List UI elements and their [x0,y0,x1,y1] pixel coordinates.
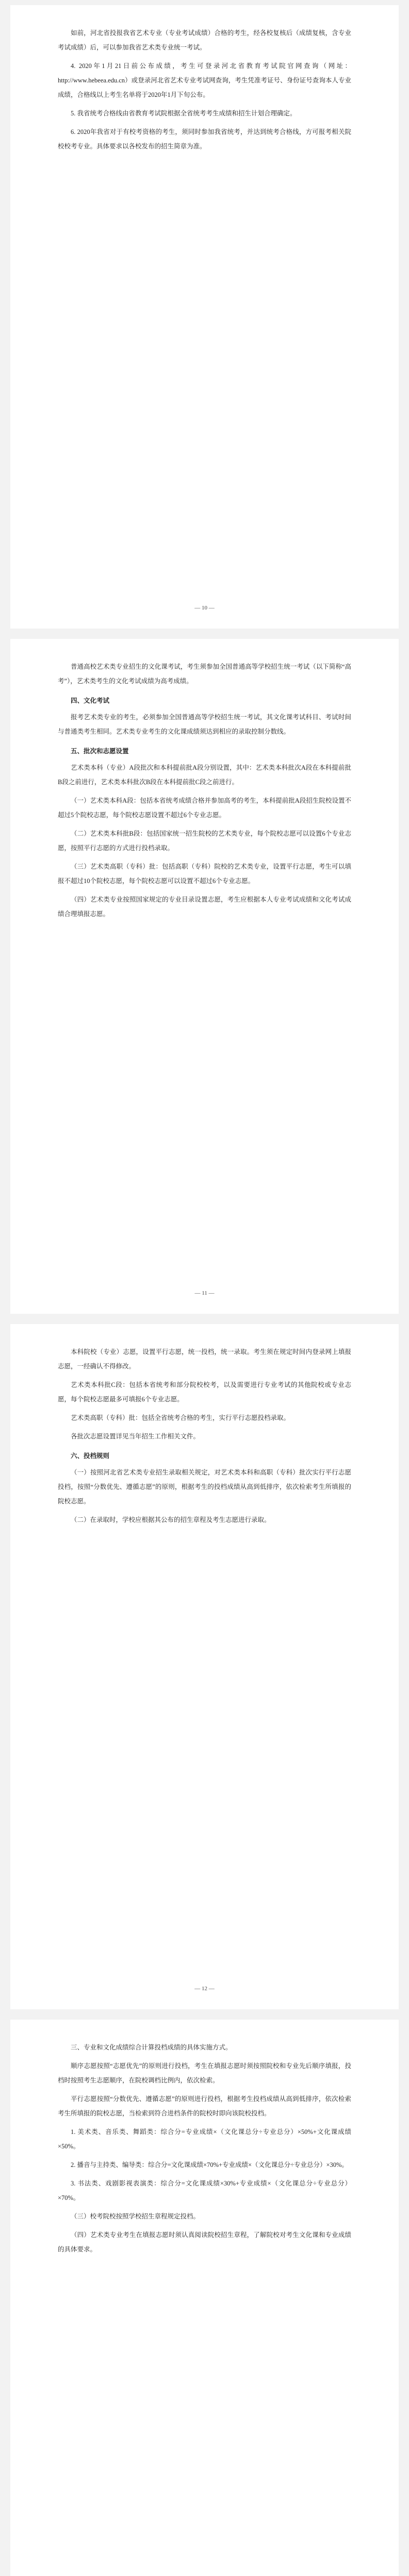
document-page-1 [10,5,399,629]
document-page-3 [10,1324,399,2009]
paragraph: （四）艺术类专业考生在填报志愿时须认真阅读院校招生章程，了解院校对考生文化课和专业成绩的具体要求。 [58,2231,351,2253]
paragraph: （二）在录取时，学校应根据其公布的招生章程及考生志愿进行录取。 [71,1516,271,1523]
section-heading: 五、批次和志愿设置 [71,748,129,755]
section-heading: 六、投档规则 [71,1452,110,1460]
paragraph: （四）艺术类专业按照国家规定的专业目录设置志愿，考生应根据本人专业考试成绩和文化考试成绩合理填报志愿。 [58,896,351,918]
paragraph: （三）校考院校按照学校招生章程规定投档。 [71,2213,200,2220]
section-heading: 四、文化考试 [71,697,110,704]
paragraph: 艺术类本科批C段：包括本省统考和部分院校校考，以及需要进行专业考试的其他院校或专业志愿，每个院校志愿最多可填报6个专业志愿。 [58,1381,351,1403]
paragraph: 顺序志愿按照“志愿优先”的原则进行投档，考生在填报志愿时须按照院校和专业先后顺序填报，投档时按照考生志愿顺序，在院校调档比例内，依次检索。 [58,2062,351,2084]
paragraph: 5. 我省统考合格线由省教育考试院根据全省统考考生成绩和招生计划合理确定。 [71,110,297,117]
paragraph: 普通高校艺术类专业招生的文化课考试，考生须参加全国普通高等学校招生统一考试（以下简称“高考”），艺术类考生的文化考试成绩为高考成绩。 [58,663,351,685]
paragraph: 4. 2020年1月21日前公布成绩，考生可登录河北省教育考试院官网查询（网址：http://www.hebeea.edu.cn）或登录河北省艺术专业考试网查询，考生凭准考证号、身份证号查询本人专业成绩，合格线以上考生名单将于2020年1月下旬公布。 [58,62,351,98]
paragraph: 本科院校（专业）志愿，设置平行志愿，统一投档，统一录取。考生须在规定时间内登录网上填报志愿，一经确认不得修改。 [58,1348,351,1370]
paragraph: 各批次志愿设置详见当年招生工作相关文件。 [71,1433,200,1440]
paragraph: （一）艺术类本科A段：包括本省统考成绩合格并参加高考的考生，本科提前批A段招生院校设置不超过5个院校志愿，每个院校志愿设置不超过6个专业志愿。 [58,797,351,819]
paragraph: （一）按照河北省艺术类专业招生录取相关规定，对艺术类本科和高职（专科）批次实行平行志愿投档，按照“分数优先、遵循志愿”的原则，根据考生的投档成绩从高到低排序，依次检索考生所填报的院校志愿。 [58,1469,351,1505]
paragraph: 如前，河北省投报我省艺术专业（专业考试成绩）合格的考生，经各校复核后（成绩复核，含专业考试成绩）后，可以参加我省艺术类专业统一考试。 [58,29,351,51]
page-number: — 11 — [194,1290,215,1296]
paragraph: 3. 书法类、戏剧影视表演类：综合分=文化课成绩×30%+专业成绩×（文化课总分÷专业总分）×70%。 [58,2180,351,2201]
paragraph: 2. 播音与主持类、编导类：综合分=文化课成绩×70%+专业成绩×（文化课总分÷专业总分）×30%。 [71,2161,348,2168]
paragraph: 艺术类本科（专业）A段批次和本科提前批A段分别设置，其中：艺术类本科批次A段在本科提前批B段之前进行，艺术类本科批次B段在本科提前批C段之前进行。 [58,764,351,786]
paragraph: 三、专业和文化成绩综合计算投档成绩的具体实施方式。 [71,2044,232,2051]
paragraph: 报考艺术类专业的考生，必须参加全国普通高等学校招生统一考试，其文化课考试科目、考试时间与普通类考生相同。艺术类专业考生的文化课成绩须达到相应的录取控制分数线。 [58,714,351,735]
document-page-4 [10,2020,399,2576]
paragraph: （三）艺术类高职（专科）批：包括高职（专科）院校的艺术类专业，设置平行志愿，考生可以填报不超过10个院校志愿，每个院校志愿可以设置不超过6个专业志愿。 [58,863,351,885]
page-number: — 12 — [194,1986,215,1992]
paragraph: 6. 2020年我省对于有校考资格的考生，须同时参加我省统考，并达到统考合格线，方可报考相关院校校考专业。具体要求以各校发布的招生简章为准。 [58,128,351,150]
paragraph: 1. 美术类、音乐类、舞蹈类：综合分=专业成绩×（文化课总分÷专业总分）×50%+文化课成绩×50%。 [58,2128,351,2150]
paragraph: 平行志愿按照“分数优先、遵循志愿”的原则进行投档，根据考生投档成绩从高到低排序，依次检索考生所填报的院校志愿，当检索到符合进档条件的院校时即向该院校投档。 [58,2095,351,2117]
page-number: — 10 — [194,605,215,611]
document-page-2 [10,639,399,1314]
paragraph: （二）艺术类本科批B段：包括国家统一招生院校的艺术类专业，每个院校志愿可以设置6个专业志愿，按照平行志愿的方式进行投档录取。 [58,830,351,852]
paragraph: 艺术类高职（专科）批：包括全省统考合格的考生，实行平行志愿投档录取。 [71,1414,290,1421]
